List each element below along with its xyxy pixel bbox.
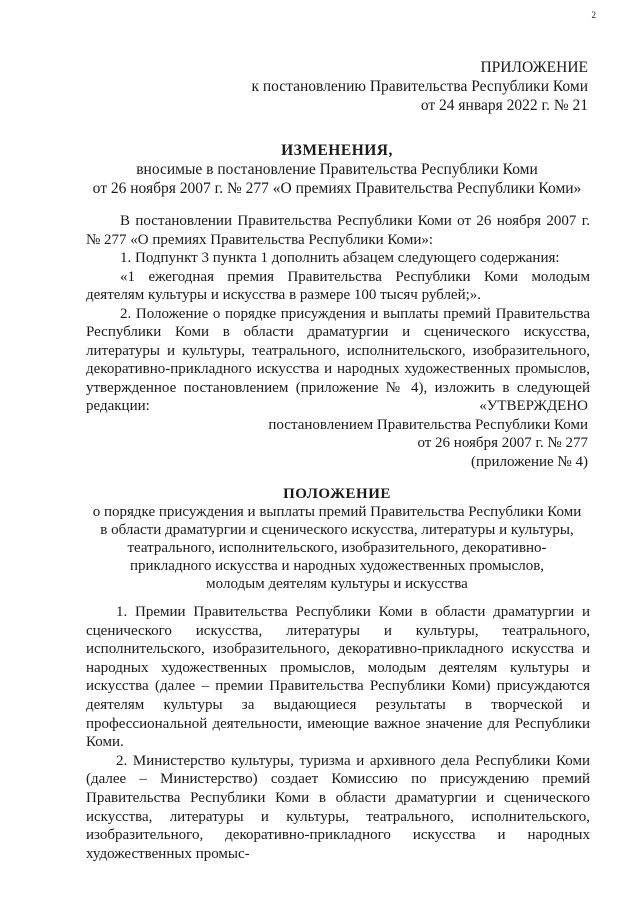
regulation-header [84,485,590,593]
annex-title: ПРИЛОЖЕНИЕ [480,59,588,76]
changes-header [84,141,590,198]
approval-stamp [268,397,588,471]
regulation-subtitle-line-3: театрального, исполнительского, изобразительного, декоративно- [127,540,547,556]
amendment-item-2: 2. Положение о порядке присуждения и выплаты премий Правительства Республики Коми в области драматургии и сценического искусства, литературы и культуры, театрального, исполнительского, изобразительного, декоративно-прикладного искусства и народных художественных промыслов, утвержденное постановлением (приложение № 4), изложить в следующей редакции: [86,305,590,414]
regulation-subtitle-line-4: прикладного искусства и народных художественных промыслов, [129,558,545,574]
intro-paragraph: В постановлении Правительства Республики Коми от 26 ноября 2007 г. № 277 «О премиях Правительства Республики Коми»: [86,213,590,248]
approval-line-2: постановлением Правительства Республики Коми [268,416,588,433]
regulation-subtitle-line-5: молодым деятелям культуры и искусства [206,576,468,592]
regulation-title: ПОЛОЖЕНИЕ [283,486,391,502]
page-number: 2 [591,10,596,20]
annex-block [251,58,588,115]
regulation-subtitle-line-1: о порядке присуждения и выплаты премий Правительства Республики Коми [92,504,582,520]
changes-title: ИЗМЕНЕНИЯ, [281,142,393,159]
annex-reference: к постановлению Правительства Республики Коми [251,78,588,95]
changes-subtitle-line-2: от 26 ноября 2007 г. № 277 «О премиях Правительства Республики Коми» [92,180,582,197]
amendment-item-1: 1. Подпункт 3 пункта 1 дополнить абзацем следующего содержания: [120,250,560,266]
regulation-clause-2: 2. Министерство культуры, туризма и архивного дела Республики Коми (далее – Министерство) создает Комиссию по присуждению премий Правительства Республики Коми в области драматургии и сценического искусства, литературы и культуры, театрального, исполнительского, изобразительного, декоративно-прикладного искусства и народных художественных промыс- [86,752,590,862]
approval-line-4: (приложение № 4) [470,453,588,470]
amendment-quote: «1 ежегодная премия Правительства Республики Коми молодым деятелям культуры и искусства в размере 100 тысяч рублей;». [86,268,590,303]
approval-line-3: от 26 ноября 2007 г. № 277 [417,435,588,451]
changes-subtitle-line-1: вносимые в постановление Правительства Республики Коми [136,161,538,178]
regulation-body [86,603,590,863]
approval-line-1: «УТВЕРЖДЕНО [479,398,588,414]
intro-section [86,212,590,416]
regulation-subtitle-line-2: в области драматургии и сценического искусства, литературы и культуры, [100,522,574,538]
regulation-clause-1: 1. Премии Правительства Республики Коми в области драматургии и сценического искусства, литературы и культуры, театрального, исполнительского, изобразительного, декоративно-прикладного искусства и народных художественных промыслов, молодым деятелям культуры и искусства (далее – премии Правительства Республики Коми) присуждаются деятелям культуры за выдающиеся результаты в творческой и профессиональной деятельности, имеющие важное значение для Республики Коми. [86,604,590,751]
annex-date: от 24 января 2022 г. № 21 [420,97,588,114]
